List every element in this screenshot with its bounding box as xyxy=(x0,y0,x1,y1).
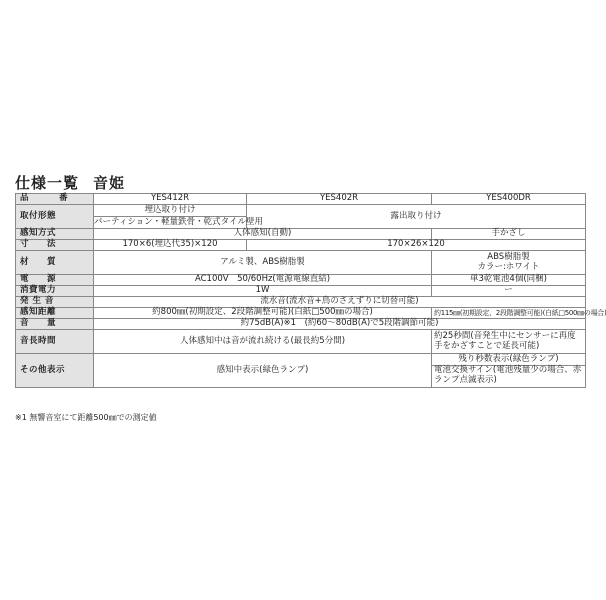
label-display: その他表示 xyxy=(16,354,94,388)
table-row-material xyxy=(16,251,586,275)
sound-value: 流水音(流水音+鳥のさえずりに切替可能) xyxy=(94,297,586,308)
power-main: AC100V 50/60Hz(電源電線直結) xyxy=(94,275,432,286)
label-consumption: 消費電力 xyxy=(16,286,94,297)
label-detection: 感知方式 xyxy=(16,229,94,240)
consumption-yes400dr: ー xyxy=(432,286,586,297)
label-mounting: 取付形態 xyxy=(16,205,94,229)
label-distance: 感知距離 xyxy=(16,308,94,319)
label-dimensions: 寸 法 xyxy=(16,240,94,251)
dimensions-yes412r: 170×6(埋込代35)×120 xyxy=(94,240,247,251)
detection-human: 人体感知(自動) xyxy=(94,229,432,240)
model-yes400dr: YES400DR xyxy=(432,194,586,205)
distance-yes400dr: 約115㎜(初期設定、2段階調整可能)(白紙□500㎜の場合) xyxy=(432,308,586,319)
table-row-sound xyxy=(16,297,586,308)
dimensions-others: 170×26×120 xyxy=(247,240,586,251)
table-row-detection xyxy=(16,229,586,240)
footnote: ※1 無響音室にて距離500㎜での測定値 xyxy=(15,413,157,422)
duration-main: 人体感知中は音が流れ続ける(最長約5分間) xyxy=(94,330,432,354)
mounting-others: 露出取り付け xyxy=(247,205,586,229)
table-row-model xyxy=(16,194,586,205)
material-yes400dr-line2: カラー:ホワイト xyxy=(477,261,540,272)
power-yes400dr: 単3乾電池4個(同梱) xyxy=(432,275,586,286)
distance-main: 約800㎜(初期設定、2段階調整可能)(白紙□500㎜の場合) xyxy=(94,308,432,319)
table-row-power xyxy=(16,275,586,286)
consumption-main: 1W xyxy=(94,286,432,297)
label-material: 材 質 xyxy=(16,251,94,275)
volume-value: 約75dB(A)※1 (約60〜80dB(A)で5段階調節可能) xyxy=(94,319,586,330)
spec-table xyxy=(15,193,606,388)
table-row-mounting xyxy=(16,205,586,229)
display-main: 感知中表示(緑色ランプ) xyxy=(94,354,432,388)
material-yes400dr xyxy=(432,251,586,275)
table-row-distance xyxy=(16,308,586,319)
label-sound: 発 生 音 xyxy=(16,297,94,308)
title-sub: 音姫 xyxy=(93,174,126,192)
detection-hand: 手かざし xyxy=(432,229,586,240)
table-row-duration xyxy=(16,330,586,354)
model-yes412r: YES412R xyxy=(94,194,247,205)
material-yes400dr-line1: ABS樹脂製 xyxy=(487,251,530,262)
display-yes400dr-2: 電池交換サイン(電池残量少の場合、赤ランプ点滅表示) xyxy=(434,365,582,385)
label-power: 電 源 xyxy=(16,275,94,286)
title-main: 仕様一覧 xyxy=(15,174,80,192)
duration-yes400dr: 約25秒間(音発生中にセンサーに再度手をかざすことで延長可能) xyxy=(432,330,586,354)
label-model: 品 番 xyxy=(16,194,94,205)
table-row-dimensions xyxy=(16,240,586,251)
material-main: アルミ製、ABS樹脂製 xyxy=(94,251,432,275)
table-row-display xyxy=(16,354,586,388)
label-volume: 音 量 xyxy=(16,319,94,330)
mounting-yes412r-line1: 埋込取り付け xyxy=(144,204,196,215)
table-row-consumption xyxy=(16,286,586,297)
model-yes402r: YES402R xyxy=(247,194,432,205)
mounting-yes412r xyxy=(94,204,263,229)
display-yes400dr xyxy=(432,354,586,388)
table-row-volume xyxy=(16,319,586,330)
mounting-yes412r-line2: パーティション・軽量鉄骨・乾式タイル壁用 xyxy=(94,216,263,227)
label-duration: 音長時間 xyxy=(16,330,94,354)
page-title xyxy=(15,172,125,193)
display-yes400dr-1: 残り秒数表示(緑色ランプ) xyxy=(432,355,585,366)
